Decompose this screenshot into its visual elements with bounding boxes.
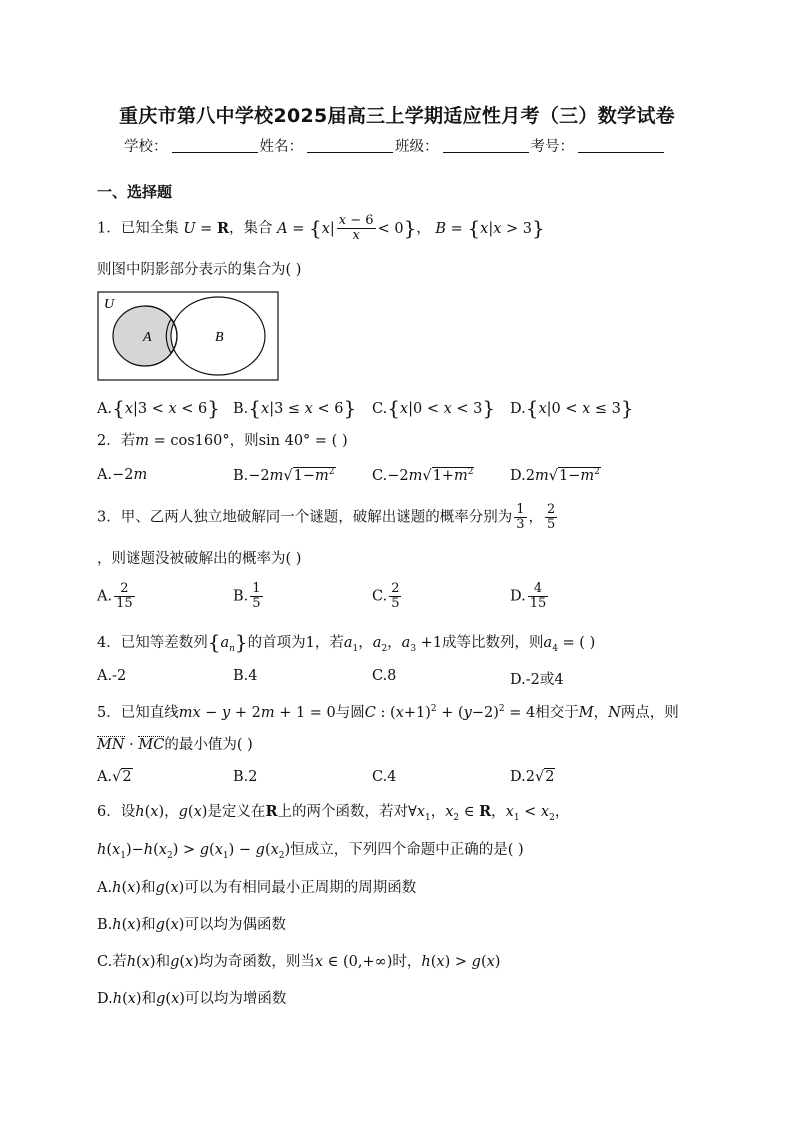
math-set-b: B = {x|x > 3}	[435, 215, 545, 240]
q3-option-d[interactable]: D. $\frac{4}{15}$	[510, 581, 547, 611]
q1-option-a[interactable]: A.{x|3 < x < 6}	[97, 396, 221, 420]
question-1-line2: 则图中阴影部分表示的集合为( )	[97, 262, 302, 278]
q4-option-b[interactable]: B.4	[233, 668, 258, 684]
name-blank	[307, 138, 393, 153]
q5-option-d[interactable]: D.2√2	[510, 769, 555, 785]
q6-option-b[interactable]: B.h(x)和g(x)可以均为偶函数	[97, 917, 286, 933]
question-5-line2: MN · MC的最小值为( )	[97, 737, 253, 753]
question-1-stem: 1．已知全集 U = R，集合 A = {x| $\frac{x - 6}{x}$ < 0}， B = {x|x > 3}	[97, 213, 545, 243]
q2-option-d[interactable]: $D.2m√1-m^2$	[510, 467, 600, 484]
q1-option-c[interactable]: C.{x|0 < x < 3}	[372, 396, 496, 420]
q4-option-c[interactable]: C.8	[372, 668, 397, 684]
q2-option-c[interactable]: $C.-2m√1+m^2$	[372, 467, 474, 484]
section-heading: 一、选择题	[97, 183, 173, 201]
math-set-a: A = {x| $\frac{x - 6}{x}$ < 0}	[277, 213, 417, 243]
q2-option-a[interactable]: A.−2m	[97, 467, 148, 483]
class-label: 班级：	[395, 139, 439, 155]
venn-label-a: A	[143, 330, 152, 345]
venn-label-b: B	[215, 330, 224, 345]
q1-option-b[interactable]: B.{x|3 ≤ x < 6}	[233, 396, 357, 420]
q5-option-a[interactable]: A.√2	[97, 769, 132, 785]
q3-option-a[interactable]: A. $\frac{2}{15}$	[97, 581, 133, 611]
school-label: 学校：	[124, 139, 168, 155]
question-6-stem: 6．设h(x)，g(x)是定义在R上的两个函数，若对$\forall x_1$，$x_2$ ∈ R，$x_1 < x_2$，	[97, 803, 570, 823]
q4-option-a[interactable]: A.-2	[97, 668, 127, 684]
question-4-stem: 4．已知等差数列$\{a_n\}$的首项为1，若$a_1$，$a_2$，$a_3 +1$成等比数列，则$a_4$ = ( )	[97, 630, 596, 654]
question-3-line2: ，则谜题没被破解出的概率为( )	[97, 551, 302, 567]
q6-option-c[interactable]: C.若h(x)和g(x)均为奇函数，则当x ∈ (0,+∞)时，h(x) > g(x)	[97, 954, 501, 970]
question-5-stem: 5．已知直线mx − y + 2m + 1 = 0与圆C : $(x+1)^2 + (y-2)^2 = 4$相交于M，N两点，则	[97, 704, 679, 721]
class-blank	[443, 138, 529, 153]
question-2-stem: 2．若m = cos160°，则sin 40° = ( )	[97, 433, 348, 449]
q2-option-b[interactable]: $B.-2m√1-m^2$	[233, 467, 335, 484]
q1-option-d[interactable]: D.{x|0 < x ≤ 3}	[510, 396, 634, 420]
q6-option-d[interactable]: D.h(x)和g(x)可以均为增函数	[97, 991, 287, 1007]
question-6-line2: $h(x_1)-h(x_2) > g(x_1) - g(x_2)$恒成立，下列四个命题中正确的是( )	[97, 842, 524, 861]
q4-option-d[interactable]: D.-2或4	[510, 672, 564, 688]
q5-option-b[interactable]: B.2	[233, 769, 258, 785]
venn-label-u: U	[104, 297, 115, 312]
school-blank	[172, 138, 258, 153]
q6-option-a[interactable]: A.h(x)和g(x)可以为有相同最小正周期的周期函数	[97, 880, 417, 896]
q3-option-c[interactable]: C. $\frac{2}{5}$	[372, 581, 400, 611]
q3-option-b[interactable]: B. $\frac{1}{5}$	[233, 581, 261, 611]
page-title: 重庆市第八中学校2025届高三上学期适应性月考（三）数学试卷	[119, 105, 675, 127]
question-3-stem: 3．甲、乙两人独立地破解同一个谜题，破解出谜题的概率分别为 $\frac{1}{3}$ ， $\frac{2}{5}$	[97, 502, 556, 532]
number-label: 考号：	[530, 139, 574, 155]
q5-option-c[interactable]: C.4	[372, 769, 397, 785]
student-info-row	[124, 135, 666, 156]
name-label: 姓名：	[259, 139, 303, 155]
venn-diagram	[97, 291, 281, 383]
math-universal-set: U = R	[183, 219, 230, 237]
number-blank	[578, 138, 664, 153]
